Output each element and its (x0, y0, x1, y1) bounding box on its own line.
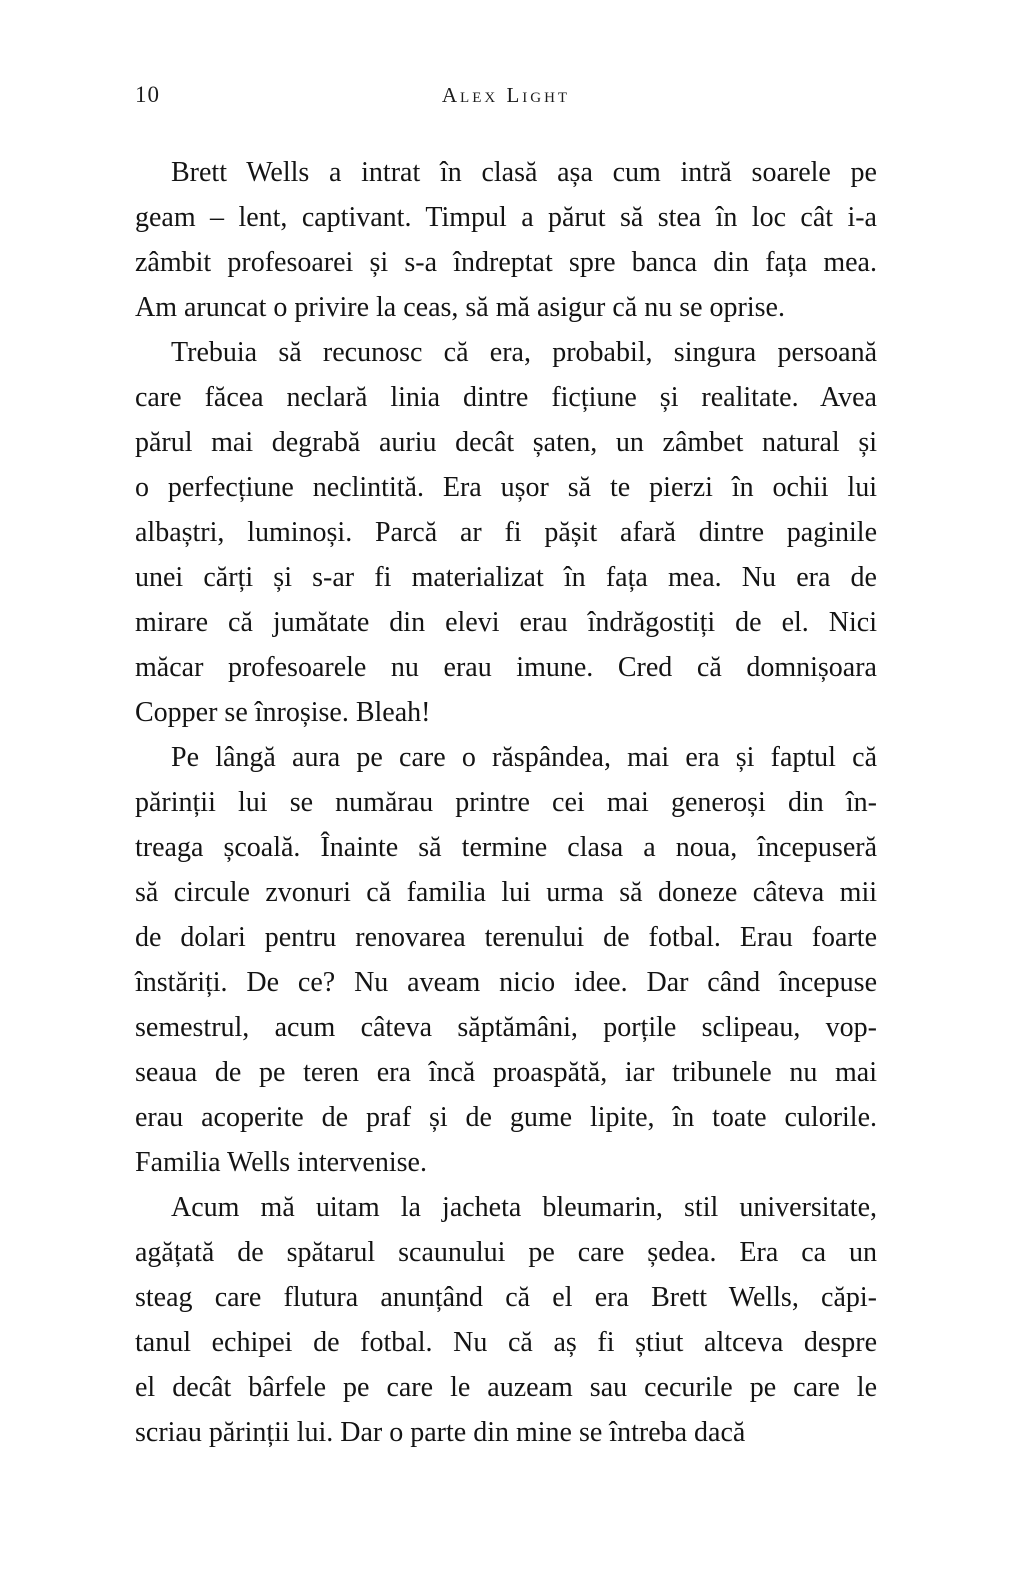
text-line: tanul echipei de fotbal. Nu că aș fi știut altceva despre (135, 1327, 877, 1358)
text-line: seaua de pe teren era încă proaspătă, iar tribunele nu mai (135, 1057, 877, 1088)
paragraph (135, 1185, 877, 1455)
text-line: Copper se înroșise. Bleah! (135, 697, 431, 728)
text-line: steag care flutura anunțând că el era Brett Wells, căpi- (135, 1282, 877, 1313)
text-line: mirare că jumătate din elevi erau îndrăgostiți de el. Nici (135, 607, 877, 638)
text-line: Acum mă uitam la jacheta bleumarin, stil universitate, (171, 1192, 877, 1223)
running-header-title: Alex Light (441, 83, 571, 107)
text-line: Am aruncat o privire la ceas, să mă asigur că nu se oprise. (135, 292, 785, 323)
text-line: care făcea neclară linia dintre ficțiune și realitate. Avea (135, 382, 877, 413)
text-line: Trebuia să recunosc că era, probabil, singura persoană (171, 337, 877, 368)
text-line: o perfecțiune neclintită. Era ușor să te pierzi în ochii lui (135, 472, 877, 503)
text-line: zâmbit profesoarei și s-a îndreptat spre banca din fața mea. (135, 247, 877, 278)
text-line: agățată de spătarul scaunului pe care ședea. Era ca un (135, 1237, 877, 1268)
text-line: erau acoperite de praf și de gume lipite, în toate culorile. (135, 1102, 877, 1133)
text-line: Pe lângă aura pe care o răspândea, mai era și faptul că (171, 742, 877, 773)
text-line: geam – lent, captivant. Timpul a părut să stea în loc cât i-a (135, 202, 877, 233)
paragraph (135, 735, 877, 1185)
text-line: Familia Wells intervenise. (135, 1147, 427, 1178)
text-line: semestrul, acum câteva săptămâni, porțile sclipeau, vop- (135, 1012, 877, 1043)
text-line: înstăriți. De ce? Nu aveam nicio idee. Dar când începuse (135, 967, 877, 998)
text-line: Brett Wells a intrat în clasă așa cum intră soarele pe (171, 157, 877, 188)
body-text (135, 150, 877, 1455)
text-line: părinții lui se numărau printre cei mai generoși din în- (135, 787, 877, 818)
text-line: de dolari pentru renovarea terenului de fotbal. Erau foarte (135, 922, 877, 953)
text-line: unei cărți și s-ar fi materializat în fața mea. Nu era de (135, 562, 877, 593)
text-line: părul mai degrabă auriu decât șaten, un zâmbet natural și (135, 427, 877, 458)
page-header (135, 80, 877, 108)
text-line: scriau părinții lui. Dar o parte din mine se întreba dacă (135, 1417, 746, 1448)
text-line: el decât bârfele pe care le auzeam sau cecurile pe care le (135, 1372, 877, 1403)
paragraph (135, 330, 877, 735)
text-line: să circule zvonuri că familia lui urma să doneze câteva mii (135, 877, 877, 908)
paragraph (135, 150, 877, 330)
text-line: treaga școală. Înainte să termine clasa a noua, începuseră (135, 832, 877, 863)
text-line: albaștri, luminoși. Parcă ar fi pășit afară dintre paginile (135, 517, 877, 548)
text-line: măcar profesoarele nu erau imune. Cred că domnișoara (135, 652, 877, 683)
page-number: 10 (135, 82, 160, 107)
